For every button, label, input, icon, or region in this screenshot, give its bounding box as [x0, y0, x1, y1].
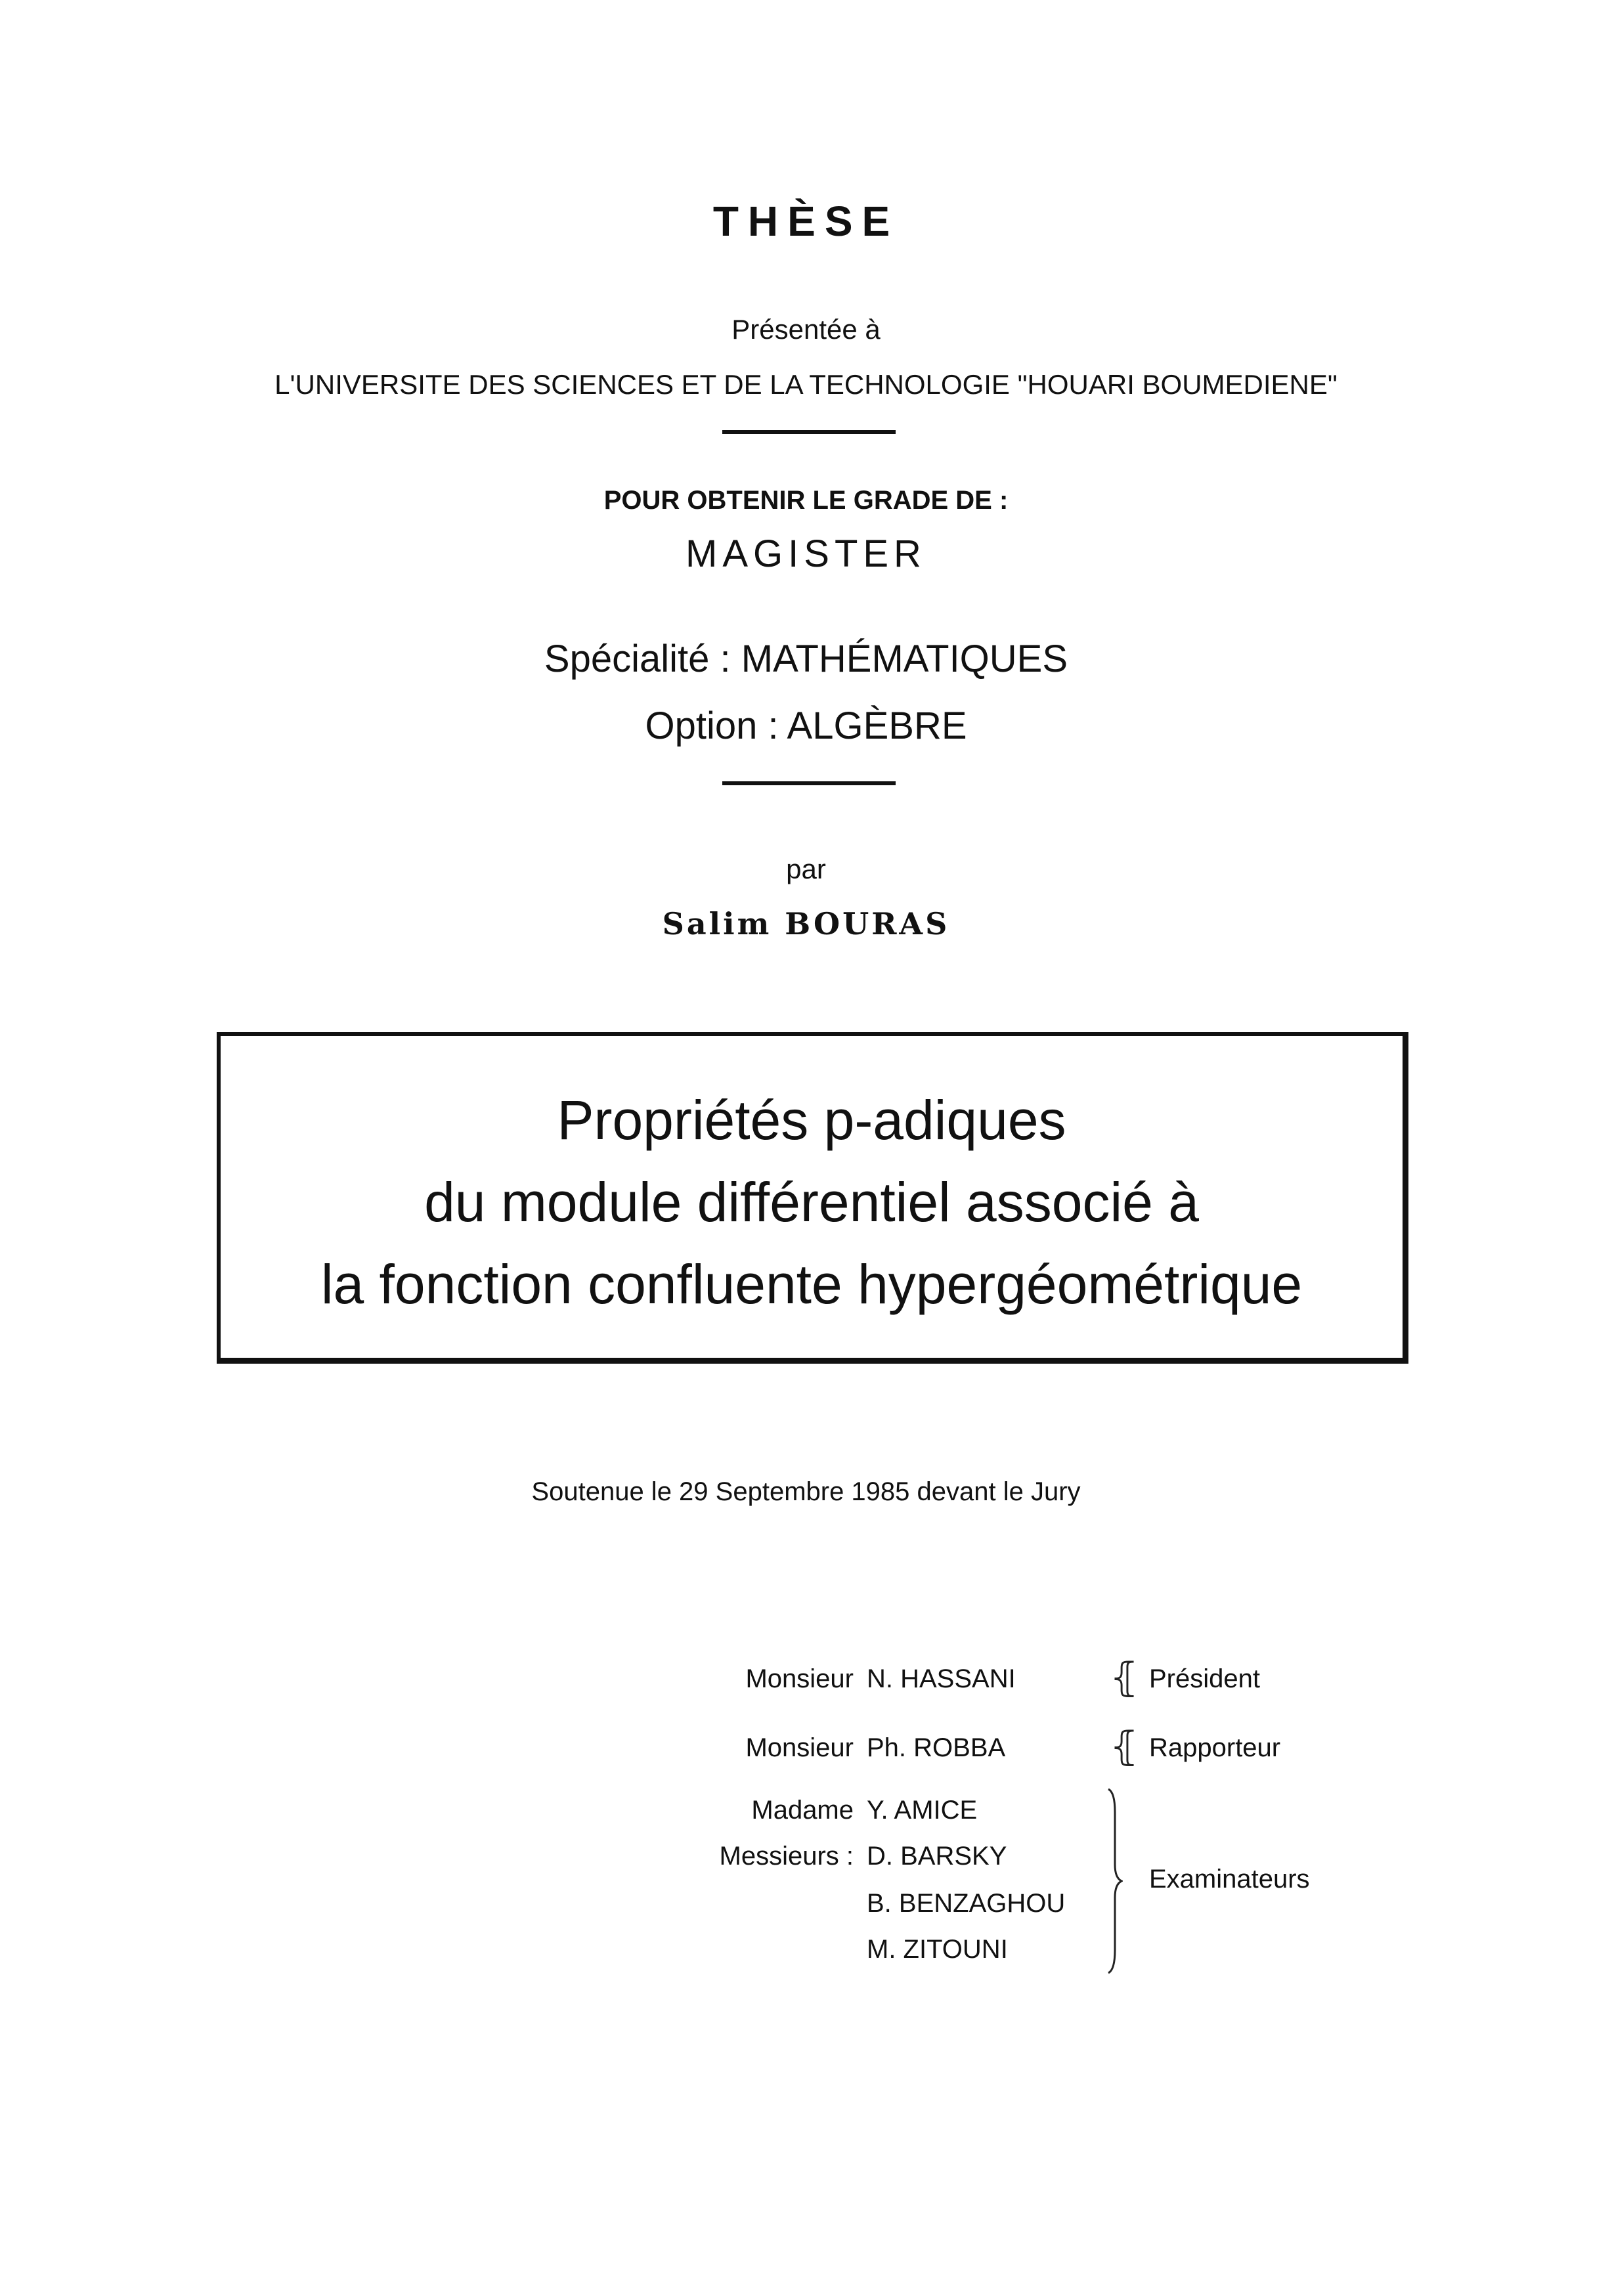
- jury-member-name: Y. AMICE: [867, 1796, 978, 1825]
- brace-icon: [1103, 1786, 1123, 1976]
- divider-rule: [722, 430, 896, 434]
- degree-label: POUR OBTENIR LE GRADE DE :: [603, 486, 1009, 515]
- degree-grade: MAGISTER: [686, 532, 926, 575]
- jury-member-name: D. BARSKY: [867, 1842, 1007, 1871]
- university-name: L'UNIVERSITE DES SCIENCES ET DE LA TECHNOLOGIE "HOUARI BOUMEDIENE": [274, 369, 1338, 400]
- jury-member-name: Ph. ROBBA: [867, 1733, 1006, 1762]
- jury-member-title: Messieurs :: [719, 1842, 854, 1871]
- thesis-title-line: du module différentiel associé à: [424, 1171, 1199, 1233]
- jury-member-role: Examinateurs: [1149, 1865, 1310, 1894]
- divider-rule: [722, 781, 896, 785]
- jury-member-role: Président: [1149, 1664, 1260, 1693]
- jury-member-role: Rapporteur: [1149, 1733, 1281, 1762]
- degree-speciality: Spécialité : MATHÉMATIQUES: [544, 638, 1068, 680]
- thesis-title-line: la fonction confluente hypergéométrique: [320, 1253, 1303, 1315]
- brace-icon: ⦃: [1110, 1723, 1139, 1769]
- author-name: Salim BOURAS: [662, 906, 950, 942]
- author-by: par: [786, 854, 826, 884]
- jury-member-title: Madame: [751, 1796, 854, 1825]
- thesis-title-line: Propriétés p-adiques: [557, 1089, 1066, 1151]
- jury-member-name: B. BENZAGHOU: [867, 1889, 1066, 1918]
- jury-member-name: N. HASSANI: [867, 1664, 1016, 1693]
- brace-icon: ⦃: [1110, 1655, 1139, 1700]
- degree-option: Option : ALGÈBRE: [645, 704, 967, 747]
- jury-member-name: M. ZITOUNI: [867, 1935, 1008, 1964]
- presented-to: Présentée à: [731, 314, 881, 345]
- jury-member-title: Monsieur: [745, 1733, 854, 1762]
- thesis-title-box: [217, 1032, 1408, 1364]
- document-type: THÈSE: [712, 198, 900, 245]
- defense-date: Soutenue le 29 Septembre 1985 devant le Jury: [531, 1477, 1081, 1506]
- jury-member-title: Monsieur: [745, 1664, 854, 1693]
